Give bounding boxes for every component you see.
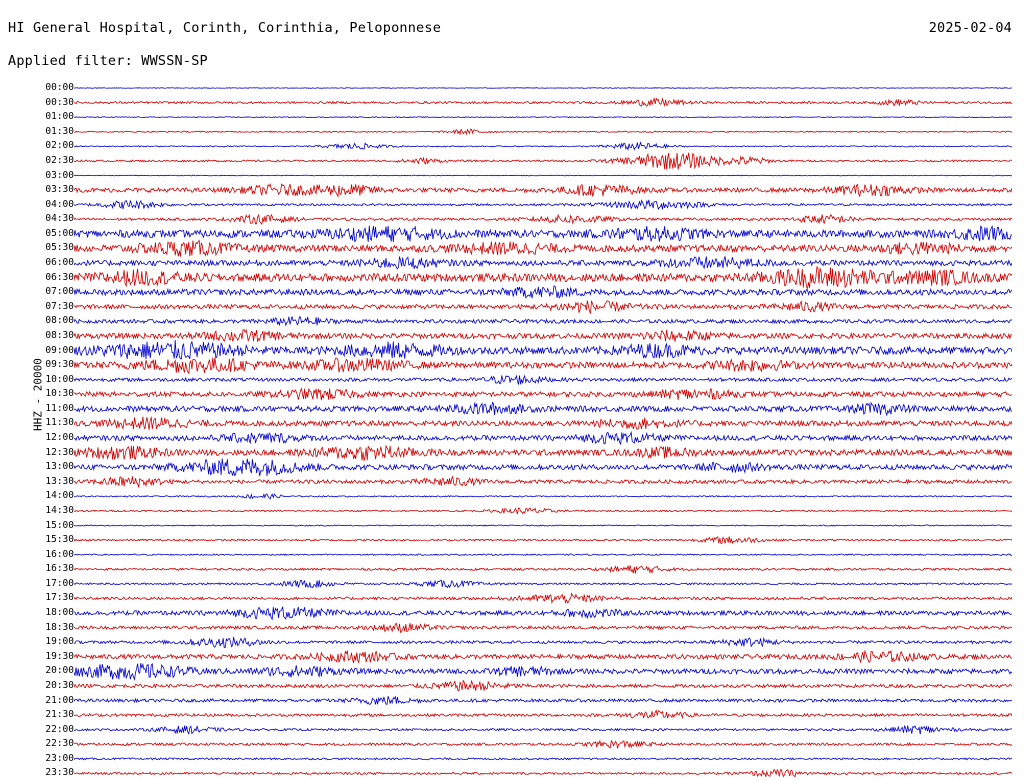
time-tick-label: 07:30 [45,300,74,312]
time-tick-label: 19:00 [45,636,74,648]
time-tick-label: 02:30 [45,154,74,166]
trace-line [74,536,1012,543]
trace-line [74,494,1012,499]
trace-line [74,241,1012,257]
trace-line [74,388,1012,400]
time-tick-label: 09:00 [45,344,74,356]
time-tick-label: 11:00 [45,402,74,414]
time-tick-label: 03:00 [45,169,74,181]
trace-line [74,143,1012,150]
trace-line [74,226,1012,243]
time-tick-label: 02:00 [45,140,74,152]
time-tick-label: 21:30 [45,709,74,721]
trace-line [74,200,1012,209]
trace-line [74,459,1012,476]
time-tick-label: 01:30 [45,125,74,137]
time-tick-label: 21:00 [45,694,74,706]
trace-line [74,340,1012,359]
trace-line [74,256,1012,268]
trace-line [74,554,1012,555]
time-tick-label: 15:30 [45,534,74,546]
time-tick-label: 09:30 [45,359,74,371]
trace-line [74,129,1012,134]
trace-line [74,267,1012,288]
time-tick-label: 15:00 [45,519,74,531]
trace-line [74,607,1012,619]
trace-line [74,88,1012,89]
time-tick-label: 06:30 [45,271,74,283]
trace-line [74,301,1012,314]
trace-line [74,651,1012,663]
time-tick-label: 16:30 [45,563,74,575]
page-title: HI General Hospital, Corinth, Corinthia, Peloponnese [8,20,442,36]
trace-line [74,769,1012,776]
chart-header [0,0,1024,76]
time-tick-label: 08:00 [45,315,74,327]
time-tick-label: 00:00 [45,82,74,93]
time-tick-label: 07:00 [45,286,74,298]
time-tick-label: 17:00 [45,577,74,589]
time-tick-label: 05:30 [45,242,74,254]
trace-line [74,580,1012,588]
trace-line [74,726,1012,735]
time-tick-label: 14:00 [45,490,74,502]
seismogram-traces [74,80,1012,780]
time-tick-label: 22:30 [45,738,74,750]
trace-line [74,594,1012,603]
trace-line [74,758,1012,760]
time-tick-label: 05:00 [45,227,74,239]
time-tick-label: 10:30 [45,388,74,400]
time-tick-label: 22:00 [45,723,74,735]
trace-line [74,117,1012,118]
trace-line [74,741,1012,749]
time-tick-label: 23:30 [45,767,74,779]
time-tick-label: 20:00 [45,665,74,677]
time-tick-label: 12:30 [45,446,74,458]
trace-line [74,330,1012,342]
trace-line [74,663,1012,679]
trace-line [74,565,1012,573]
time-tick-label: 16:00 [45,548,74,560]
time-tick-label: 20:30 [45,679,74,691]
time-tick-label: 04:00 [45,198,74,210]
trace-line [74,286,1012,298]
trace-line [74,446,1012,461]
time-tick-label: 08:30 [45,329,74,341]
trace-line [74,417,1012,430]
trace-line [74,710,1012,718]
time-tick-label: 06:00 [45,257,74,268]
time-tick-labels [0,80,74,780]
time-tick-label: 03:30 [45,184,74,196]
time-tick-label: 11:30 [45,417,74,429]
time-tick-label: 10:00 [45,373,74,385]
trace-line [74,184,1012,196]
time-tick-label: 01:00 [45,111,74,123]
time-tick-label: 00:30 [45,96,74,108]
applied-filter: Applied filter: WWSSN-SP [8,53,208,69]
trace-line [74,215,1012,225]
trace-line [74,681,1012,691]
trace-line [74,508,1012,514]
trace-line [74,316,1012,325]
trace-line [74,476,1012,487]
time-tick-label: 17:30 [45,592,74,604]
time-tick-label: 14:30 [45,504,74,516]
trace-line [74,98,1012,106]
time-tick-label: 12:00 [45,432,74,443]
time-tick-label: 18:00 [45,607,74,618]
trace-line [74,375,1012,384]
trace-line [74,525,1012,526]
time-tick-label: 19:30 [45,650,74,662]
time-tick-label: 23:00 [45,752,74,764]
record-date: 2025-02-04 [928,20,1012,36]
trace-line [74,175,1012,176]
trace-line [74,623,1012,632]
time-tick-label: 18:30 [45,621,74,633]
trace-line [74,432,1012,444]
y-axis-label: HHZ - 20000 [31,358,45,431]
trace-line [74,153,1012,170]
time-tick-label: 13:00 [45,461,74,473]
time-tick-label: 04:30 [45,213,74,225]
trace-line [74,403,1012,416]
trace-line [74,637,1012,647]
trace-line [74,358,1012,374]
time-tick-label: 13:30 [45,475,74,487]
trace-line [74,696,1012,704]
